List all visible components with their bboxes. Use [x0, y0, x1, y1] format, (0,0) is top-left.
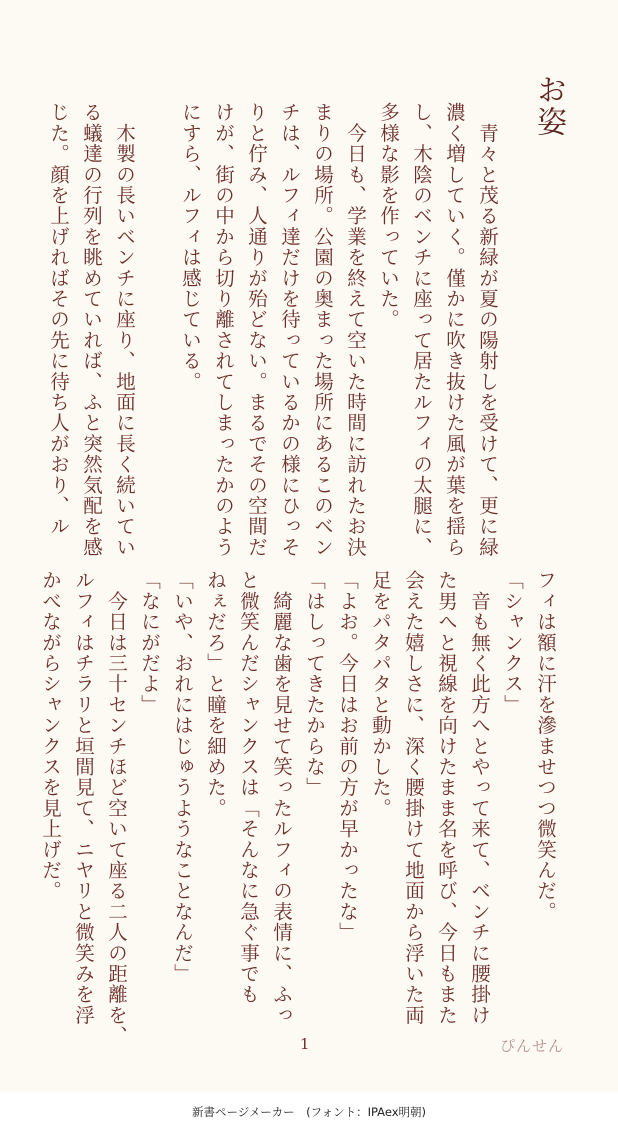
bottom-text-block: フィは額に汗を滲ませつつ微笑んだ。 「シャンクス」 音も無く此方へとやって来て、ベンチに腰掛け た男へと視線を向けたまま名を呼び、今日もまた 会えた嬉しさに、深く腰掛けて地面から浮いた両 足をパタパタと動かした。 「よお。今日はお前の方が早かったな」 「はしってきたからな」 綺麗な歯を見せて笑ったルフィの表情に、ふっ と微笑んだシャンクスは「そんなに急ぐ事でも ねぇだろ」と瞳を細めた。 「いや、おれにはじゅうようなことなんだ」 「なにがだよ」 今日は三十センチほど空いて座る二人の距離を、 ルフィはチラリと垣間見て、ニヤリと微笑みを浮 かべながらシャンクスを見上げだ。 — [39, 570, 557, 1047]
footer-credit: 新書ページメーカー (フォント：IPAex明朝) — [191, 1105, 427, 1119]
page-number: 1 — [300, 1035, 310, 1053]
story-title: お姿 — [531, 74, 566, 138]
top-text-block: 青々と茂る新緑が夏の陽射しを受けて、更に緑 濃く増していく。僅かに吹き抜けた風が葉を揺ら し、木陰のベンチに座って居たルフィの太腿に、 多様な影を作っていた。 今日も、学業を終えて空いた時間に訪れたお決 まりの場所。公園の奥まった場所にあるこのベン チは、ルフィ達だけを待っているかの様にひっそ りと佇み、人通りが殆どない。まるでその空間だ けが、街の中から切り離されてしまったかのよう にすら、ルフィは感じている。 木製の長いベンチに座り、地面に長く続いてい る蟻達の行列を眺めていれば、ふと突然気配を感 じた。顔を上げればその先に待ち人がおり、ル — [47, 102, 499, 558]
author-name: ぴんせん — [500, 1037, 565, 1055]
